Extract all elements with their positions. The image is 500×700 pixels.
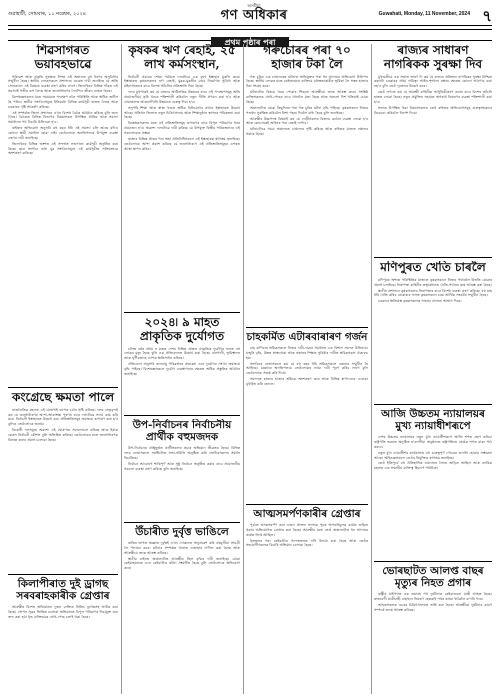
article-paragraph: ৰাতিৰ ভাগত অজ্ঞাত দুৰ্বৃত্তই এখন দোকানত অনুপ্ৰৱেশ কৰি বহুমূলীয়া সামগ্ৰী লৈ পলায়ন কৰে। ঘটনাৰ সম্পৰ্কত থানাত এজাহাৰ দাখিল কৰা হৈছে আৰু আৰক্ষীয়ে তদন্ত আৰম্ভ কৰিছে।: [124, 541, 240, 555]
article-paragraph: ঘটনাটোৰ বিষয়ে খবৰ পোৱাৰ পিছতে আৰক্ষীয়ে তদন্ত আৰম্ভ কৰে। সংশ্লিষ্ট ব্যক্তিসকলক সোধ-পোছৰ বাবে থানালৈ মতা হৈছে আৰু সকলো দিশ খতিয়াই চোৱা হৈছে।: [246, 90, 368, 104]
article-paragraph: প্ৰতিবেদন অনুসৰি জলবায়ু পৰিৱৰ্তনৰ প্ৰভাৱত এনে দুৰ্যোগৰ সংখ্যা ক্ৰমান্বয়ে বৃদ্ধি পাইছে। বিশেষজ্ঞসকলে দুৰ্যোগ ব্যৱস্থাপনাৰ ক্ষেত্ৰত অধিক প্ৰস্তুতিৰ আহ্বান জনাইছে।: [124, 362, 240, 376]
article-paragraph: নতুন মুখ্য ন্যায়াধীশৰ কাৰ্যকালত বহু গুৰুত্বপূৰ্ণ গোচৰৰ শুনানি হোৱাৰ সম্ভাৱনা আছে। আইনজ্ঞসকলে তেওঁৰ নিযুক্তিক স্বাগতম জনাইছে।: [374, 450, 492, 460]
column-divider: [121, 44, 122, 694]
article-separator: [374, 257, 492, 258]
article-paragraph: ৰাষ্ট্ৰীয় ঘাইপথত এক ভয়াবহ পথ দুৰ্ঘটনাত কেইবাজনো যাত্ৰী আহত হৈছে। দ্ৰুতবেগী যাত্ৰীবাহী বাছখনে নিয়ন্ত্ৰণ হেৰুৱাই পথৰ কাষৰ খাৱৈলৈ বাগৰি পৰে।: [374, 592, 492, 601]
article-miscreants: [124, 526, 240, 571]
article-body: [374, 592, 492, 612]
article-body: [374, 278, 492, 304]
article-separator: [374, 404, 492, 405]
article-paragraph: দেশৰ উচ্চতম ন্যায়ালয়ৰ নতুন মুখ্য ন্যায়াধীশৰূপে আজি শপত গ্ৰহণ কৰিব। ৰাষ্ট্ৰপতি ভৱনত অনুষ্ঠিত হ'বলগীয়া অনুষ্ঠানত ৰাষ্ট্ৰপতিয়ে তেওঁক শপত বাক্য পাঠ কৰাব।: [374, 435, 492, 449]
masthead-date-assamese: গুৱাহাটী, সোমবাৰ, ১১ নৱেম্বৰ, ২০২৪: [8, 11, 86, 17]
article-paragraph: বিৰোধী দলসমূহে অৱশ্যে এই ঘোষণাক সমালোচনা কৰিছে আৰু ইয়াক কেৱল নিৰ্বাচনী কৌশল বুলি অভিহিত কৰিছে। তেওঁলোকৰ মতে জনসাধাৰণক বিভ্ৰান্ত কৰাৰ প্ৰয়াস চলোৱা হৈছে।: [8, 428, 118, 442]
article-separator: [124, 415, 240, 416]
article-separator: [8, 387, 118, 388]
newspaper-logo: [206, 3, 302, 25]
article-headline: ৰাজ্যৰ সাধাৰণ নাগৰিকক সুৰক্ষা দিব: [383, 44, 483, 71]
article-paragraph: ৰাইজৰ অভিযোগ অনুসৰি বহু বছৰ ধৰি এই সমস্যা চলি আছে যদিও কোনো স্থায়ী সমাধান হোৱা নাই। তেওঁলোকে অনতিপলমে উপযুক্ত ব্যৱস্থা গ্ৰহণৰ দাবী জনাইছে।: [8, 126, 118, 140]
column-divider: [243, 44, 244, 694]
article-headline: উপ-নিৰ্বাচনৰ নিৰ্বাচনীয় প্ৰাৰ্থীক বহুমজদক: [132, 419, 232, 444]
article-paragraph: ৰাজ্যৰ বিভিন্ন প্ৰান্তৰ পৰা অহা প্ৰতিনিধিসকলে এই ইস্তাহাৰক স্বাগতম জনাইছে। তেওঁলোকে আশা প্ৰকাশ কৰিছে যে জনসাধাৰণে এই প্ৰতিশ্ৰুতিসমূহৰ ওপৰত আস্থা স্থাপন কৰিব।: [124, 136, 240, 151]
article-manipur-farming: [374, 261, 492, 401]
article-bus-accident: [374, 565, 492, 613]
article-paragraph: জিলাখনৰ বিভিন্ন অংশত এই সন্দৰ্ভত সজাগতা কাৰ্যসূচী অনুষ্ঠিত কৰা হৈছে। ছাত্ৰ সংগঠন তথা যুৱ সংগঠনসমূহে এই কাৰ্যসূচীত সক্ৰিয়ভাৱে অংশগ্ৰহণ কৰিছে।: [8, 141, 118, 156]
article-paragraph: তেওঁ লগতে কয় যে আৰক্ষী বাহিনীক আধুনিকীকৰণ কৰাৰ বাবে বিশেষ আঁচনি হাতত লোৱা হৈছে। নতুন প্ৰযুক্তিৰ সহায়ত অপৰাধ নিয়ন্ত্ৰণৰ ব্যৱস্থা শক্তিশালী কৰা হ'ব।: [374, 90, 492, 104]
article-paragraph: অঞ্চলটোত যোৱা কিছুদিনৰ পৰা গৰু চুৰিৰ ঘটনা বৃদ্ধি পাইছে। কৃষকসকলে নিজৰ পশুধন সুৰক্ষিত কৰিবলৈ নিশা পহৰা দিবলৈ বাধ্য হৈছে বুলি জনাইছে।: [246, 105, 368, 115]
column-1: [8, 44, 118, 694]
article-headline: চাহকৰ্মিত এটাৰবাৰাৰণ গৰ্জন: [246, 331, 368, 343]
article-paragraph: দলৰ মুখপাত্ৰই কয় যে ৰাজ্যৰ অৰ্থনৈতিক উন্নয়নৰ বাবে এই পদক্ষেপসমূহ অতি প্ৰয়োজনীয়। কৃষি খণ্ডক শক্তিশালী কৰিবলৈ নতুন নীতি প্ৰণয়ন কৰা হ'ব আৰু গ্ৰামাঞ্চলত আন্তঃগাঁথনি উন্নয়নত গুৰুত্ব দিয়া হ'ব।: [124, 90, 240, 104]
article-headline: কৃষকৰ ঋণ ৰেহাই, ২৫ লাখ কৰ্মসংস্থান,: [128, 44, 236, 71]
article-paragraph: গৰু চুৰিৰ এক চাঞ্চল্যকৰ ঘটনাত অভিযুক্তৰ পৰা ধন আদায়ৰ অভিযোগ উত্থাপন হৈছে। স্থানীয় লোকৰ মতে কেইজনমান ব্যক্তিয়ে মধ্যস্থতাকাৰীৰ ভূমিকা লৈ সত্তৰ হাজাৰ টকা সংগ্ৰহ কৰে।: [246, 74, 368, 89]
article-separator: [124, 312, 240, 313]
article-paragraph: তদুপৰি শিক্ষা আৰু স্বাস্থ্য খণ্ডত অধিক বিনিয়োগৰ কথাও ইস্তাহাৰত উল্লেখ আছে। প্ৰতিখন জিলাত নতুন চিকিৎসালয় আৰু শিক্ষানুষ্ঠান স্থাপনৰ পৰিকল্পনা কৰা হৈছে।: [124, 105, 240, 120]
article-headline: কংগ্ৰেছে ক্ষমতা পালে: [11, 391, 115, 404]
article-body: [124, 347, 240, 377]
article-body: [246, 523, 368, 548]
article-drugs-arrest: [8, 578, 118, 620]
article-paragraph: মণিপুৰৰ অশান্ত পৰিস্থিতিৰ মাজতে কৃষকসকলে নিজৰ পথাৰলৈ উভতি যোৱাৰ প্ৰয়াস চলাইছে। নিৰাপত্তা বাহিনীৰ তত্বাৱধানত খেতি-পথাৰৰ কাম আৰম্ভ কৰা হৈছে।: [374, 277, 492, 287]
article-body: [8, 75, 118, 157]
article-headline: আত্মসমৰ্পণকাৰীৰ গ্ৰেপ্তাৰ: [253, 508, 361, 520]
article-body: [374, 75, 492, 116]
article-paragraph: নিৰ্বাচনী প্ৰচাৰৰ শেষৰ পৰ্যায়ত দলটোৱে এক বৃহৎ ইস্তাহাৰ মুকলি কৰে। ইস্তাহাৰত কৃষকসকলৰ ঋণ ৰেহাই, যুৱক-যুৱতীৰ বাবে নিয়োগৰ সুবিধা আৰু মহিলাসকলৰ বাবে বিশেষ আঁচনিৰ প্ৰতিশ্ৰুতি দিয়া হৈছে।: [124, 74, 240, 89]
article-farmer-loan: [124, 44, 240, 309]
article-body: [124, 75, 240, 152]
article-paragraph: স্থানীয় ৰাইজে অঞ্চলটোত আৰক্ষীৰ টহল বৃদ্ধিৰ দাবী জনাইছে। যোৱা কেইমাহমানত এনে কেইবাটাও ঘটনা সংঘটিত হৈছে বুলি তেওঁলোকে অভিযোগ কৰে।: [124, 556, 240, 571]
article-headline: উঁচাৰীত দুৰ্বৃত্ত ভাঙিলে: [135, 526, 229, 538]
column-divider: [371, 44, 372, 694]
article-natural-disaster: [124, 316, 240, 412]
masthead-date-english: Guwahati, Monday, 11 November, 2024: [378, 11, 470, 17]
article-headline: ভোৰছাটত আলপ্ত বাছৰ মৃত্যুৰ নিহত প্ৰগাৰ: [382, 565, 484, 590]
article-chief-justice: [374, 408, 492, 558]
page-number: ৭: [482, 7, 492, 25]
article-body: [124, 541, 240, 571]
article-paragraph: আহতসকলক ওচৰৰ চিকিৎসালয়ত ভৰ্তি কৰা হৈছে। আৰক্ষীয়ে দুৰ্ঘটনাৰ কাৰণ সম্পৰ্কে তদন্ত আৰম্ভ কৰিছে।: [374, 602, 492, 612]
article-paragraph: ধৃতজনৰ পৰা কেইবাটাও সন্দেহজনক নথি উদ্ধাৰ কৰা হৈছে আৰু তেওঁৰ সহযোগীসকলক বিচাৰি অভিযান চলোৱা হৈছে।: [246, 538, 368, 548]
article-headline: ২০২৪৷ ৯ মাহত প্ৰাকৃতিক দুৰ্যোগত: [139, 316, 225, 343]
article-paragraph: আৰক্ষীৰ বিশেষ অভিযানত দুজন ব্যক্তিক নিষিদ্ধ ড্ৰাগছসহ আটক কৰা হৈছে। গোপন সূত্ৰৰ ভিত্তিত চলোৱা অভিযানত বিপুল পৰিমাণৰ নিচাযুক্ত দ্ৰব্য জব্দ কৰা হয়। ধৃত ব্যক্তিদ্বয়ক সোধ-পোছ চলাই থকা হৈছে।: [8, 605, 118, 619]
article-paragraph: ৰাজনৈতিক মহলত এই ঘোষণাই ব্যাপক চৰ্চাৰ সৃষ্টি কৰিছে। দলৰ নেতৃবৃন্দই কয় যে জনসাধাৰণৰ আশা-আকাংক্ষা পূৰণৰ বাবে দলটোৱে সদায় কাম কৰি যাব। নিৰ্বাচনী ইস্তাহাৰত উল্লেখ কৰা প্ৰতিশ্ৰুতিসমূহ ক্ৰমান্বয়ে ৰূপায়ণ কৰা হ'ব বুলিও তেওঁলোকে জনায়।: [8, 407, 118, 427]
article-paragraph: উপ-নিৰ্বাচনৰ প্ৰাক্মুহূৰ্তত প্ৰাৰ্থীসকলৰ প্ৰচাৰ অভিযান তীব্ৰতৰ হৈছে। বিভিন্ন দলৰ নেতাসকলে সমষ্টিটোত সভা-সমিতি অনুষ্ঠিত কৰি ভোটাৰসকলৰ সমৰ্থন বিচাৰিছে।: [124, 446, 240, 460]
article-cattle-thief: [246, 44, 368, 324]
article-body: [246, 75, 368, 137]
article-body: [246, 346, 368, 387]
article-separator: [246, 327, 368, 328]
article-headline: গৰুচোৰৰ পৰা ৭০ হাজাৰ টকা লৈ: [263, 44, 351, 71]
article-paragraph: চলিত বৰ্ষৰ প্ৰথম ন মাহত দেশৰ বিভিন্ন প্ৰান্তত প্ৰাকৃতিক দুৰ্যোগৰ ফলত বহু লোকৰ মৃত্যু হৈছে বুলি এক প্ৰতিবেদনত উল্লেখ কৰা হৈছে। বানপানী, ভূমিস্খলন আৰু ঘূৰ্ণীবতাহে ব্যাপক ক্ষতিসাধন কৰিছে।: [124, 346, 240, 361]
column-2: [124, 44, 240, 694]
article-headline: শিৱসাগৰত ভয়াবহভাৱে: [34, 44, 92, 71]
article-surrendered-arrest: [246, 508, 368, 548]
article-paragraph: আৰক্ষীৰ উচ্চপদস্থ বিষয়াই কয় যে দোষীসকলৰ বিৰুদ্ধে কঠোৰ ব্যৱস্থা লোৱা হ'ব আৰু কোনোৱেই আইনৰ পৰা ৰেহাই নাপাব।: [246, 116, 368, 126]
article-separator: [374, 561, 492, 562]
section-banner-label: প্ৰথম পৃষ্ঠাৰ পৰা: [211, 37, 290, 47]
article-paragraph: সংগঠনৰ নেতাসকলে কয় যে বহু বছৰ ধৰি শ্ৰমিকসকলে বঞ্চনাৰ সন্মুখীন হৈ আহিছে। চৰকাৰে অনতিপলমে তেওঁলোকৰ ন্যায্য দাবী পূৰণ কৰিব লাগে বুলি তেওঁলোকে সতৰ্ক কৰি দিয়ে।: [246, 361, 368, 376]
article-paragraph: পূৰ্বতে আত্মসমৰ্পণ কৰা এজন প্ৰাক্তন সদস্যক পুনৰ অপৰাধমূলক কাৰ্যত জড়িত থকাৰ অভিযোগত গ্ৰেপ্তাৰ কৰা হৈছে। আৰক্ষীৰ মতে তেওঁ অঞ্চলটোত ধন আদায়ৰ কাৰ্যত লিপ্ত আছিল।: [246, 523, 368, 537]
article-body: [124, 446, 240, 471]
article-paragraph: ঘটনাটোৱে সমগ্ৰ অঞ্চলতে চাঞ্চল্যৰ সৃষ্টি কৰিছে আৰু ৰাইজৰ মাজত ক্ষোভৰ সঞ্চাৰ হৈছে।: [246, 127, 368, 137]
logo-tagline: অসমীয়া: [247, 3, 261, 8]
article-separator: [124, 522, 240, 523]
article-headline: মণিপুৰত খেতি চাৰলৈ: [380, 261, 486, 274]
article-congress: [8, 391, 118, 571]
article-paragraph: স্থানীয় প্ৰশাসনে কৃষকসকলৰ নিৰাপত্তাৰ বাবে বিশেষ ব্যৱস্থা গ্ৰহণ কৰিছে। বহু মাহ ধৰি খেতি কৰিব নোৱাৰাৰ ফলত কৃষকসকলে চৰম আৰ্থিক সংকটৰ সন্মুখীন হৈছে।: [374, 288, 492, 298]
article-headline: কিলাপীৰাত দুই ড্ৰাগছ সৰবৰাহকাৰীক গ্ৰেপ্তাৰ: [16, 578, 110, 603]
article-sivasagar: [8, 44, 118, 384]
article-paragraph: এই সম্পৰ্কত জিলা প্ৰশাসনে এখন বিশেষ বৈঠক আহ্বান কৰিছে বুলি জনা গৈছে। বৈঠকত বিভিন্ন বিভাগৰ বিষয়াসকল উপস্থিত থাকিব আৰু সমস্যা সমাধানৰ পথ বিচাৰি উলিওৱা হ'ব।: [8, 110, 118, 125]
article-paragraph: চৰকাৰে ক্ষতিগ্ৰস্ত কৃষকসকলক সাহায্য প্ৰদানৰ আশ্বাস দিছে।: [378, 299, 462, 304]
article-tea-workers: [246, 331, 368, 501]
article-body: [374, 435, 492, 471]
article-paragraph: সভাত উপস্থিত থকা বিষয়াসকলক তেওঁ ৰাইজৰ অভিযোগসমূহ গুৰুত্বসহকাৰে বিবেচনা কৰিবলৈ নিৰ্দেশ দিয়ে।: [374, 105, 492, 115]
article-paragraph: সমদলত হাজাৰ হাজাৰ শ্ৰমিকে অংশগ্ৰহণ কৰে আৰু বিভিন্ন শ্ল'গানেৰে এলেকা মুখৰিত কৰি তোলে।: [246, 377, 368, 387]
masthead: [8, 2, 492, 26]
article-citizen-safety: [374, 44, 492, 254]
article-separator: [8, 574, 118, 575]
article-paragraph: নিৰ্বাচন আয়োগে শান্তিপূৰ্ণ আৰু সুষ্ঠু নিৰ্বাচন অনুষ্ঠিত কৰাৰ বাবে প্ৰয়োজনীয় সকলো ব্যৱস্থা গ্ৰহণ কৰিছে বুলি জনাইছে।: [124, 461, 240, 471]
article-paragraph: মুখ্যমন্ত্ৰীয়ে এক সভাত ভাষণ দি কয় যে ৰাজ্যৰ প্ৰতিজন নাগৰিকৰ সুৰক্ষা নিশ্চিত কৰাটো চৰকাৰৰ প্ৰথম দায়িত্ব। আইন-শৃংখলা ৰক্ষাৰ ক্ষেত্ৰত কোনো আপোচ কৰা নহ'ব বুলি তেওঁ দৃঢ়তাৰে উল্লেখ কৰে।: [374, 74, 492, 89]
article-paragraph: তেওঁ ইতিপূৰ্বে বহু ঐতিহাসিক ৰায়দানৰ সৈতে জড়িত আছিল আৰু ন্যায়িক মহলত এক সন্মানীয় ব্যক্তিত্ব হিচাপে পৰিচিত।: [374, 461, 492, 471]
section-banner: [8, 29, 492, 47]
article-body: [8, 605, 118, 619]
article-paragraph: বিশেষজ্ঞসকলৰ মতে সময়মতে পদক্ষেপ নলৈ পৰিস্থিতি আৰু অধিক জটিল হৈ পৰিব। স্থানীয় সংগঠনসমূহে ইতিমধ্যে বিভিন্ন কাৰ্যসূচী হাতত লৈছে আৰু চৰকাৰৰ দৃষ্টি আকৰ্ষণ কৰিছে।: [8, 94, 118, 109]
article-paragraph: চাহ বাগিচাৰ শ্ৰমিকসকলে নিজৰ দাবী-দাৱাৰ সমৰ্থনত এক বিশাল সমদল উলিয়ায়। মজুৰি বৃদ্ধি, উন্নত স্বাস্থ্যসেৱা আৰু সন্তানৰ শিক্ষাৰ সুবিধাৰ দাবীত শ্ৰমিকসকল ঐক্যবদ্ধ হয়।: [246, 346, 368, 360]
column-3: [246, 44, 368, 694]
article-body: [8, 408, 118, 443]
column-4: [374, 44, 492, 694]
article-separator: [246, 504, 368, 505]
article-paragraph: পৰিৱেশ আৰু প্ৰকৃতি সুৰক্ষাৰ দিশত এই অঞ্চলত বহু ধৰণৰ অসুবিধাৰ সন্মুখীন হৈছে। স্থানীয় লোকসকলে প্ৰশাসনৰ ওচৰত দাবী জনাইছে যে অতি সোনকালে এই বিষয়ত ব্যৱস্থা গ্ৰহণ কৰিব লাগে। জিলাখনৰ বিভিন্ন গাঁৱত এই সমস্যাই গভীৰ ৰূপ লৈছে আৰু জনসাধাৰণৰ দৈনন্দিন জীৱন ব্যাহত হৈছে।: [8, 74, 118, 93]
article-by-election: [124, 419, 240, 519]
article-paragraph: বিশ্লেষকসকলৰ মতে এই প্ৰতিশ্ৰুতিসমূহ ৰূপায়ণৰ বাবে বিপুল পৰিমাণৰ ধনৰ প্ৰয়োজন হ'ব। অৱশ্যে দলটোৱে দাবী কৰিছে যে উপযুক্ত বিত্তীয় পৰিকল্পনাৰে এই সকলোবোৰ সম্ভৱ।: [124, 121, 240, 135]
logo-title: গণ অধিকাৰ: [220, 8, 288, 23]
article-headline: আজি উচ্চতম ন্যায়ালয়ৰ মুখ্য ন্যায়াধীশৰূপে: [381, 408, 485, 433]
